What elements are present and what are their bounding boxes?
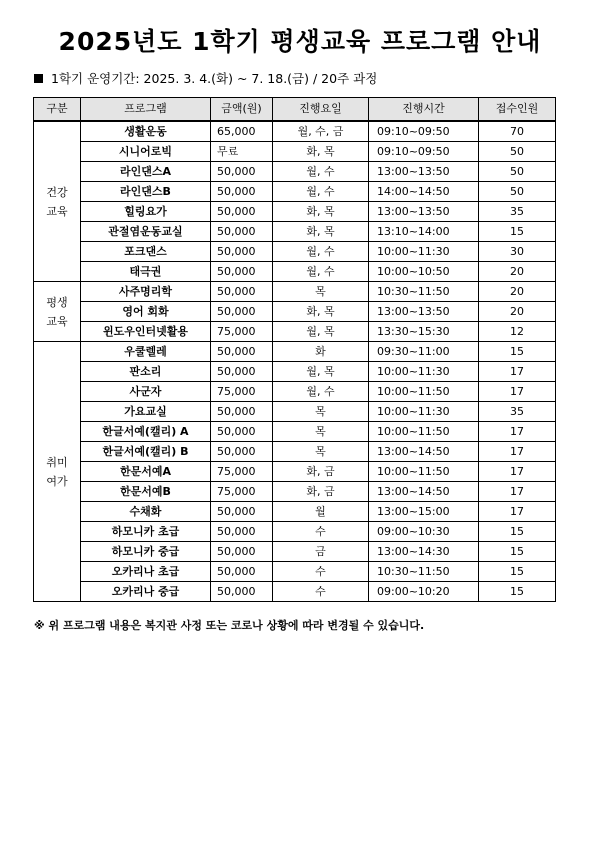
- program-table: [33, 97, 556, 602]
- fee-cell: 50,000: [211, 502, 273, 522]
- days-cell: 월, 수: [273, 242, 369, 262]
- table-row: [34, 222, 556, 242]
- table-row: [34, 442, 556, 462]
- capacity-cell: 50: [479, 142, 556, 162]
- category-cell: 평생 교육: [34, 282, 81, 342]
- fee-cell: 50,000: [211, 302, 273, 322]
- table-row: [34, 362, 556, 382]
- program-name-cell: 수채화: [81, 502, 211, 522]
- category-cell: 취미 여가: [34, 342, 81, 602]
- fee-cell: 50,000: [211, 242, 273, 262]
- table-row: [34, 342, 556, 362]
- fee-cell: 50,000: [211, 562, 273, 582]
- fee-cell: 50,000: [211, 582, 273, 602]
- operation-period-text: 1학기 운영기간: 2025. 3. 4.(화) ~ 7. 18.(금) / 20주 과정: [51, 71, 378, 86]
- program-name-cell: 오카리나 중급: [81, 582, 211, 602]
- header-category: 구분: [34, 98, 81, 122]
- program-name-cell: 윈도우인터넷활용: [81, 322, 211, 342]
- capacity-cell: 30: [479, 242, 556, 262]
- days-cell: 수: [273, 562, 369, 582]
- program-name-cell: 한글서예(캘리) A: [81, 422, 211, 442]
- capacity-cell: 17: [479, 362, 556, 382]
- fee-cell: 75,000: [211, 382, 273, 402]
- time-cell: 13:00~13:50: [369, 202, 479, 222]
- program-name-cell: 시니어로빅: [81, 142, 211, 162]
- category-cell: 건강 교육: [34, 121, 81, 282]
- table-header-row: [34, 98, 556, 122]
- table-row: [34, 522, 556, 542]
- fee-cell: 50,000: [211, 542, 273, 562]
- days-cell: 금: [273, 542, 369, 562]
- table-row: [34, 162, 556, 182]
- time-cell: 10:00~11:30: [369, 242, 479, 262]
- program-name-cell: 우쿨렐레: [81, 342, 211, 362]
- fee-cell: 50,000: [211, 522, 273, 542]
- capacity-cell: 15: [479, 582, 556, 602]
- fee-cell: 50,000: [211, 282, 273, 302]
- program-name-cell: 힐링요가: [81, 202, 211, 222]
- table-row: [34, 422, 556, 442]
- program-name-cell: 태극권: [81, 262, 211, 282]
- table-row: [34, 242, 556, 262]
- program-name-cell: 포크댄스: [81, 242, 211, 262]
- days-cell: 월, 수, 금: [273, 121, 369, 142]
- days-cell: 화, 금: [273, 462, 369, 482]
- capacity-cell: 15: [479, 542, 556, 562]
- capacity-cell: 17: [479, 382, 556, 402]
- fee-cell: 50,000: [211, 422, 273, 442]
- table-body: [34, 121, 556, 602]
- table-row: [34, 182, 556, 202]
- program-name-cell: 라인댄스A: [81, 162, 211, 182]
- time-cell: 13:00~13:50: [369, 302, 479, 322]
- program-name-cell: 한문서예B: [81, 482, 211, 502]
- table-row: [34, 202, 556, 222]
- capacity-cell: 20: [479, 302, 556, 322]
- capacity-cell: 17: [479, 482, 556, 502]
- capacity-cell: 50: [479, 182, 556, 202]
- program-name-cell: 오카리나 초급: [81, 562, 211, 582]
- days-cell: 목: [273, 442, 369, 462]
- table-row: [34, 502, 556, 522]
- time-cell: 13:00~14:50: [369, 442, 479, 462]
- time-cell: 09:00~10:30: [369, 522, 479, 542]
- program-name-cell: 판소리: [81, 362, 211, 382]
- capacity-cell: 50: [479, 162, 556, 182]
- operation-period: [34, 69, 377, 87]
- time-cell: 10:00~11:50: [369, 422, 479, 442]
- table-row: [34, 262, 556, 282]
- program-name-cell: 라인댄스B: [81, 182, 211, 202]
- days-cell: 월, 수: [273, 182, 369, 202]
- table-row: [34, 121, 556, 142]
- capacity-cell: 35: [479, 402, 556, 422]
- time-cell: 10:00~11:30: [369, 362, 479, 382]
- time-cell: 09:10~09:50: [369, 142, 479, 162]
- capacity-cell: 20: [479, 262, 556, 282]
- time-cell: 13:00~14:50: [369, 482, 479, 502]
- time-cell: 09:00~10:20: [369, 582, 479, 602]
- capacity-cell: 12: [479, 322, 556, 342]
- time-cell: 13:10~14:00: [369, 222, 479, 242]
- fee-cell: 무료: [211, 142, 273, 162]
- days-cell: 월, 목: [273, 362, 369, 382]
- time-cell: 13:00~13:50: [369, 162, 479, 182]
- days-cell: 목: [273, 282, 369, 302]
- capacity-cell: 17: [479, 462, 556, 482]
- program-name-cell: 가요교실: [81, 402, 211, 422]
- time-cell: 10:00~11:50: [369, 462, 479, 482]
- table-row: [34, 462, 556, 482]
- time-cell: 10:30~11:50: [369, 282, 479, 302]
- time-cell: 10:00~10:50: [369, 262, 479, 282]
- capacity-cell: 17: [479, 442, 556, 462]
- fee-cell: 50,000: [211, 162, 273, 182]
- days-cell: 수: [273, 522, 369, 542]
- days-cell: 화, 목: [273, 302, 369, 322]
- days-cell: 목: [273, 422, 369, 442]
- time-cell: 13:30~15:30: [369, 322, 479, 342]
- time-cell: 13:00~15:00: [369, 502, 479, 522]
- fee-cell: 50,000: [211, 362, 273, 382]
- program-name-cell: 한글서예(캘리) B: [81, 442, 211, 462]
- fee-cell: 50,000: [211, 342, 273, 362]
- capacity-cell: 15: [479, 562, 556, 582]
- header-days: 진행요일: [273, 98, 369, 122]
- days-cell: 월, 목: [273, 322, 369, 342]
- table-row: [34, 582, 556, 602]
- table-row: [34, 142, 556, 162]
- table-row: [34, 402, 556, 422]
- days-cell: 월, 수: [273, 382, 369, 402]
- capacity-cell: 20: [479, 282, 556, 302]
- capacity-cell: 70: [479, 121, 556, 142]
- time-cell: 10:30~11:50: [369, 562, 479, 582]
- days-cell: 화, 목: [273, 202, 369, 222]
- days-cell: 목: [273, 402, 369, 422]
- header-time: 진행시간: [369, 98, 479, 122]
- header-program: 프로그램: [81, 98, 211, 122]
- fee-cell: 50,000: [211, 402, 273, 422]
- fee-cell: 50,000: [211, 202, 273, 222]
- program-name-cell: 한문서예A: [81, 462, 211, 482]
- page-title: 2025년도 1학기 평생교육 프로그램 안내: [58, 27, 542, 56]
- program-name-cell: 관절염운동교실: [81, 222, 211, 242]
- days-cell: 월: [273, 502, 369, 522]
- time-cell: 09:10~09:50: [369, 121, 479, 142]
- program-name-cell: 사주명리학: [81, 282, 211, 302]
- days-cell: 월, 수: [273, 262, 369, 282]
- program-name-cell: 생활운동: [81, 121, 211, 142]
- time-cell: 10:00~11:50: [369, 382, 479, 402]
- capacity-cell: 15: [479, 342, 556, 362]
- program-name-cell: 사군자: [81, 382, 211, 402]
- days-cell: 수: [273, 582, 369, 602]
- fee-cell: 75,000: [211, 322, 273, 342]
- fee-cell: 50,000: [211, 262, 273, 282]
- table-row: [34, 382, 556, 402]
- table-row: [34, 322, 556, 342]
- fee-cell: 75,000: [211, 482, 273, 502]
- days-cell: 화, 목: [273, 222, 369, 242]
- program-name-cell: 영어 회화: [81, 302, 211, 322]
- capacity-cell: 17: [479, 422, 556, 442]
- table-row: [34, 282, 556, 302]
- fee-cell: 50,000: [211, 442, 273, 462]
- capacity-cell: 17: [479, 502, 556, 522]
- time-cell: 14:00~14:50: [369, 182, 479, 202]
- fee-cell: 65,000: [211, 121, 273, 142]
- table-row: [34, 562, 556, 582]
- fee-cell: 50,000: [211, 222, 273, 242]
- header-fee: 금액(원): [211, 98, 273, 122]
- capacity-cell: 35: [479, 202, 556, 222]
- square-bullet-icon: [34, 74, 43, 83]
- fee-cell: 75,000: [211, 462, 273, 482]
- program-name-cell: 하모니카 중급: [81, 542, 211, 562]
- footnote: ※ 위 프로그램 내용은 복지관 사정 또는 코로나 상황에 따라 변경될 수 있습니다.: [34, 619, 425, 632]
- capacity-cell: 15: [479, 222, 556, 242]
- days-cell: 화, 금: [273, 482, 369, 502]
- days-cell: 화, 목: [273, 142, 369, 162]
- days-cell: 화: [273, 342, 369, 362]
- table-row: [34, 302, 556, 322]
- header-capacity: 접수인원: [479, 98, 556, 122]
- table-row: [34, 482, 556, 502]
- fee-cell: 50,000: [211, 182, 273, 202]
- time-cell: 13:00~14:30: [369, 542, 479, 562]
- program-name-cell: 하모니카 초급: [81, 522, 211, 542]
- time-cell: 10:00~11:30: [369, 402, 479, 422]
- capacity-cell: 15: [479, 522, 556, 542]
- days-cell: 월, 수: [273, 162, 369, 182]
- time-cell: 09:30~11:00: [369, 342, 479, 362]
- table-row: [34, 542, 556, 562]
